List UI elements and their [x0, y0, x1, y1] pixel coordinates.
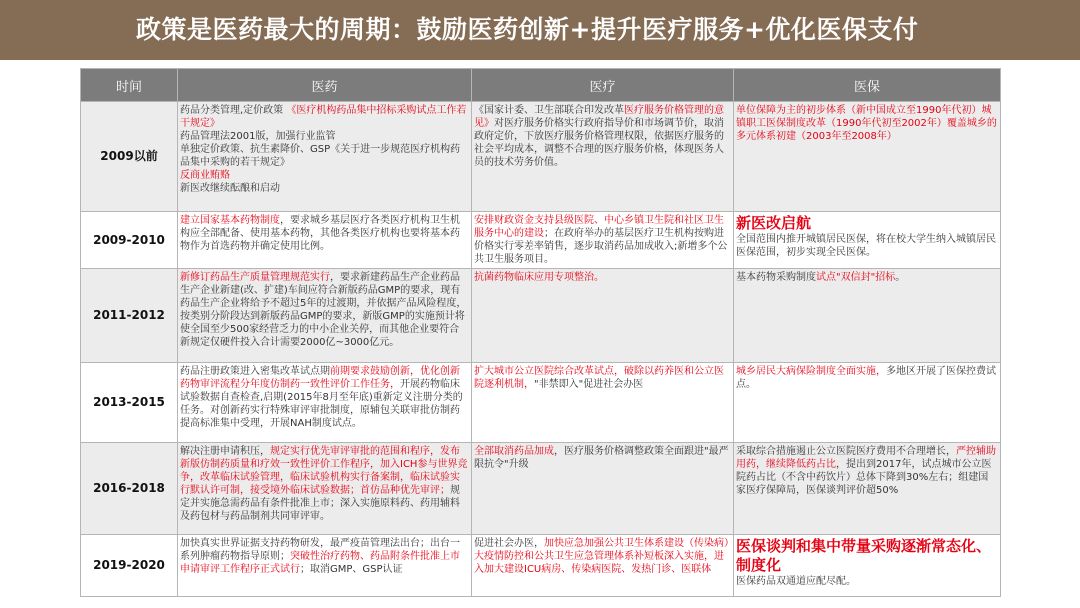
text-segment: ；取消GMP、GSP认证 — [300, 564, 403, 575]
insurance-headline: 新医改启航 — [736, 214, 812, 232]
cell-insurance — [734, 212, 1001, 269]
text-segment: 安排财政资金支持县级医院、中心乡镇卫生院和社区卫生服务中心的建设 — [474, 215, 724, 239]
text-segment: 单独定价政策、抗生素降价、GSP《关于进一步规范医疗机构药品集中采购的若干规定》 — [180, 144, 461, 168]
text-segment: 规定并实施急需药品有条件批准上市；深入实施原料药、药用辅料及药包材与药品制剂共同审评审。 — [180, 485, 460, 522]
text-segment: 试点"双信封"招标 — [816, 272, 896, 283]
text-segment: 反商业贿赂 — [180, 170, 230, 181]
header-pharma: 医药 — [178, 69, 472, 102]
text-segment: 抗菌药物临床应用专项整治。 — [474, 272, 604, 283]
cell-time: 2013-2015 — [81, 363, 178, 443]
page-title: 政策是医药最大的周期：鼓励医药创新+提升医疗服务+优化医保支付 — [136, 15, 919, 44]
title-banner — [0, 0, 1080, 60]
cell-medical — [472, 443, 734, 535]
text-segment: 严控辅助用药，继续降低药占比 — [736, 446, 996, 470]
text-segment: 开展药物临床试验数据自查检查,启期(2015年8月至年底)重新定义注册分类的任务。对创新药实行特殊审评审批制度，原辅包关联审批仿制药提高标准集中受理，开展NAH制度试点。 — [180, 379, 463, 429]
cell-time: 2009以前 — [81, 102, 178, 212]
cell-medical — [472, 102, 734, 212]
header-time: 时间 — [81, 69, 178, 102]
text-segment: 药品注册政策进入密集改革试点期 — [180, 366, 330, 377]
text-segment: 基本药物采购制度 — [736, 272, 816, 283]
text-segment: 城乡居民大病保险制度全面实施， — [736, 366, 886, 377]
table-row — [81, 443, 1001, 535]
text-segment: 新医改继续酝酿和启动 — [180, 183, 280, 194]
text-segment: 全国范围内推开城镇居民医保，将在校大学生纳入城镇居民医保范围，初步实现全民医保。 — [736, 234, 996, 258]
cell-medical — [472, 269, 734, 363]
cell-medical — [472, 363, 734, 443]
table-row — [81, 212, 1001, 269]
table-row — [81, 363, 1001, 443]
text-segment: 突破性治疗药物、药品附条件批准上市申请审评工作程序正式试行 — [180, 551, 460, 575]
text-segment: 《医疗机构药品集中招标采购试点工作若干规定》 — [180, 105, 467, 129]
insurance-headline: 医保谈判和集中带量采购逐渐常态化、制度化 — [736, 537, 992, 574]
text-segment: ，医疗服务价格调整政策全面跟进"最严限抗令"升级 — [474, 446, 729, 470]
text-segment: 前期要求鼓励创新，优化创新药物审评流程分年度仿制药一致性评价工作任务， — [180, 366, 460, 390]
policy-table — [80, 68, 1001, 597]
table-row — [81, 102, 1001, 212]
text-segment: 。 — [895, 272, 906, 283]
text-segment: 促进社会办医， — [474, 538, 544, 549]
text-segment: 规定实行优先审评审批的范围和程序，发布新版仿制药质量和疗效一致性评价工作程序，加入ICH参与世界竞争，改革临床试验管理，临床试验机构实行备案制，临床试验实行默认许可制，接受境外临床试验数据；首仿品种优先审评； — [180, 446, 468, 496]
text-segment: 采取综合措施遏止公立医院医疗费用不合理增长， — [736, 446, 956, 457]
cell-pharma — [178, 269, 472, 363]
table-header-row — [81, 69, 1001, 102]
text-segment: 药品分类管理,定价政策 — [180, 105, 287, 116]
text-segment: 医疗服务价格管理的意见》 — [474, 105, 724, 129]
text-segment: 《国家计委、卫生部联合印发改革 — [474, 105, 624, 116]
text-segment: 加快应急加强公共卫生体系建设（传染病）大疫情防控和公共卫生应急管理体系补短板深入实施，进入加大建设ICU病房、传染病医院、发热门诊、医联体 — [474, 538, 729, 575]
cell-time: 2011-2012 — [81, 269, 178, 363]
cell-pharma — [178, 212, 472, 269]
cell-time: 2019-2020 — [81, 535, 178, 597]
table-row — [81, 535, 1001, 597]
header-insurance: 医保 — [734, 69, 1001, 102]
text-segment: 多地区开展了医保控费试点。 — [736, 366, 996, 390]
cell-insurance — [734, 363, 1001, 443]
cell-time: 2016-2018 — [81, 443, 178, 535]
cell-insurance — [734, 535, 1001, 597]
text-segment: 药品管理法2001版，加强行业监管 — [180, 131, 336, 142]
text-segment: 新修订药品生产质量管理规范实行 — [180, 272, 330, 283]
text-segment: 建立国家基本药物制度 — [180, 215, 280, 226]
cell-insurance — [734, 102, 1001, 212]
text-segment: 加快真实世界证据支持药物研发，最严疫苗管理法出台；出台一系列肿瘤药物指导原则； — [180, 538, 460, 562]
cell-insurance — [734, 443, 1001, 535]
text-segment: 全部取消药品加成 — [474, 446, 554, 457]
cell-medical — [472, 212, 734, 269]
cell-pharma — [178, 535, 472, 597]
text-segment: ；在政府举办的基层医疗卫生机构按购进价格实行零差率销售，逐步取消药品加成收入;新增多个公共卫生服务项目。 — [474, 228, 728, 265]
table-row — [81, 269, 1001, 363]
cell-pharma — [178, 363, 472, 443]
text-segment: "非禁即入"促进社会办医 — [534, 379, 644, 390]
cell-pharma — [178, 102, 472, 212]
text-segment: 解决注册申请积压， — [180, 446, 270, 457]
header-medical: 医疗 — [472, 69, 734, 102]
table-body — [81, 102, 1001, 597]
cell-time: 2009-2010 — [81, 212, 178, 269]
text-segment: 对医疗服务价格实行政府指导价和市场调节价，取消政府定价，下放医疗服务价格管理权限，依据医疗服务的社会平均成本，调整不合理的医疗服务价格，体现医务人员的技术劳务价值。 — [474, 118, 724, 168]
text-segment: ，要求新建药品生产企业药品生产企业新建(改、扩建)车间应符合新版药品GMP的要求，现有药品生产企业将给予不超过5年的过渡期，并依据产品风险程度，按类别分阶段达到新版药品GMP的要求，新版GMP的实施预计将使全国至少500家经营乏力的中小企业关停，而其他企业要符合新规定仅硬件投入合计需要2000亿~3000亿元。 — [180, 272, 467, 348]
text-segment: ，要求城乡基层医疗各类医疗机构卫生机构应全部配备、使用基本药物，其他各类医疗机构也要将基本药物作为首选药物并确定使用比例。 — [180, 215, 460, 252]
cell-insurance — [734, 269, 1001, 363]
cell-medical — [472, 535, 734, 597]
text-segment: 扩大城市公立医院综合改革试点，破除以药养医和公立医院逐利机制， — [474, 366, 724, 390]
text-segment: 单位保障为主的初步体系（新中国成立至1990年代初）城镇职工医保制度改革（1990年代初至2002年）覆盖城乡的多元体系初建（2003年至2008年） — [736, 105, 997, 142]
cell-pharma — [178, 443, 472, 535]
text-segment: 医保药品双通道应配尽配。 — [736, 576, 856, 587]
text-segment: ，提出到2017年，试点城市公立医院药占比（不含中药饮片）总体下降到30%左右；组建国家医疗保障局，医保谈判评价超50% — [736, 459, 992, 496]
